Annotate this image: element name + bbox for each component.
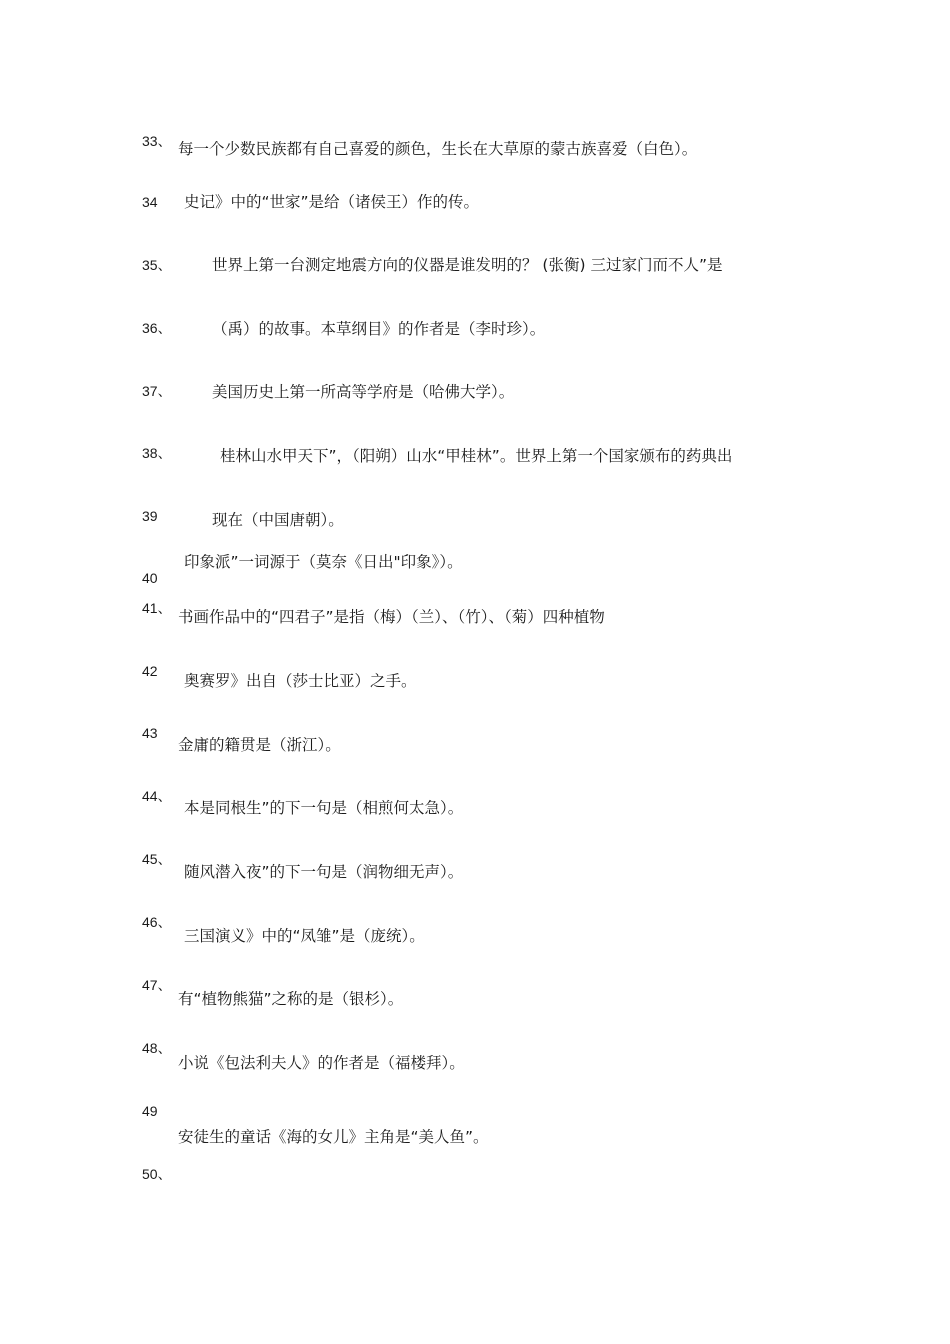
item-number: 34 xyxy=(142,194,158,210)
item-number: 35、 xyxy=(142,257,172,273)
item-number: 44、 xyxy=(142,788,172,804)
item-text: （禹）的故事。本草纲目》的作者是（李时珍）。 xyxy=(212,320,546,338)
item-number: 33、 xyxy=(142,133,172,149)
item-text: 安徒生的童话《海的女儿》主角是“美人鱼”。 xyxy=(178,1128,489,1146)
item-text: 奥赛罗》出自（莎士比亚）之手。 xyxy=(184,672,417,690)
item-number: 37、 xyxy=(142,383,172,399)
item-text: 桂林山水甲天下”，（阳朔）山水“甲桂林”。世界上第一个国家颁布的药典出 xyxy=(220,447,733,465)
item-text: 小说《包法利夫人》的作者是（福楼拜）。 xyxy=(178,1054,465,1072)
item-text: 有“植物熊猫”之称的是（银杉）。 xyxy=(178,990,404,1008)
item-text: 金庸的籍贯是（浙江）。 xyxy=(178,736,341,754)
item-number: 47、 xyxy=(142,977,172,993)
item-text: 史记》中的“世家”是给（诸侯王）作的传。 xyxy=(184,193,480,211)
item-text: 现在（中国唐朝）。 xyxy=(212,511,344,529)
item-text: 美国历史上第一所高等学府是（哈佛大学）。 xyxy=(212,383,515,401)
item-number: 46、 xyxy=(142,914,172,930)
item-number: 39 xyxy=(142,508,158,524)
item-number: 36、 xyxy=(142,320,172,336)
item-number: 38、 xyxy=(142,445,172,461)
item-text: 本是同根生”的下一句是（相煎何太急）。 xyxy=(184,799,464,817)
item-number: 40 xyxy=(142,570,158,586)
item-number: 41、 xyxy=(142,600,172,616)
item-number: 43 xyxy=(142,725,158,741)
item-text: 三国演义》中的“凤雏”是（庞统）。 xyxy=(184,927,425,945)
item-text: 印象派”一词源于（莫奈《日出"印象》）。 xyxy=(184,553,463,571)
item-text: 随风潜入夜”的下一句是（润物细无声）。 xyxy=(184,863,464,881)
item-number: 49 xyxy=(142,1103,158,1119)
item-number: 48、 xyxy=(142,1040,172,1056)
item-number: 42 xyxy=(142,663,158,679)
item-text: 世界上第一台测定地震方向的仪器是谁发明的？ (张衡) 三过家门而不人”是 xyxy=(212,256,723,274)
item-text: 书画作品中的“四君子”是指（梅）（兰）、（竹）、（菊）四种植物 xyxy=(178,608,605,626)
item-number: 45、 xyxy=(142,851,172,867)
item-text: 每一个少数民族都有自己喜爱的颜色，生长在大草原的蒙古族喜爱（白色）。 xyxy=(178,140,698,158)
item-number: 50、 xyxy=(142,1166,172,1182)
